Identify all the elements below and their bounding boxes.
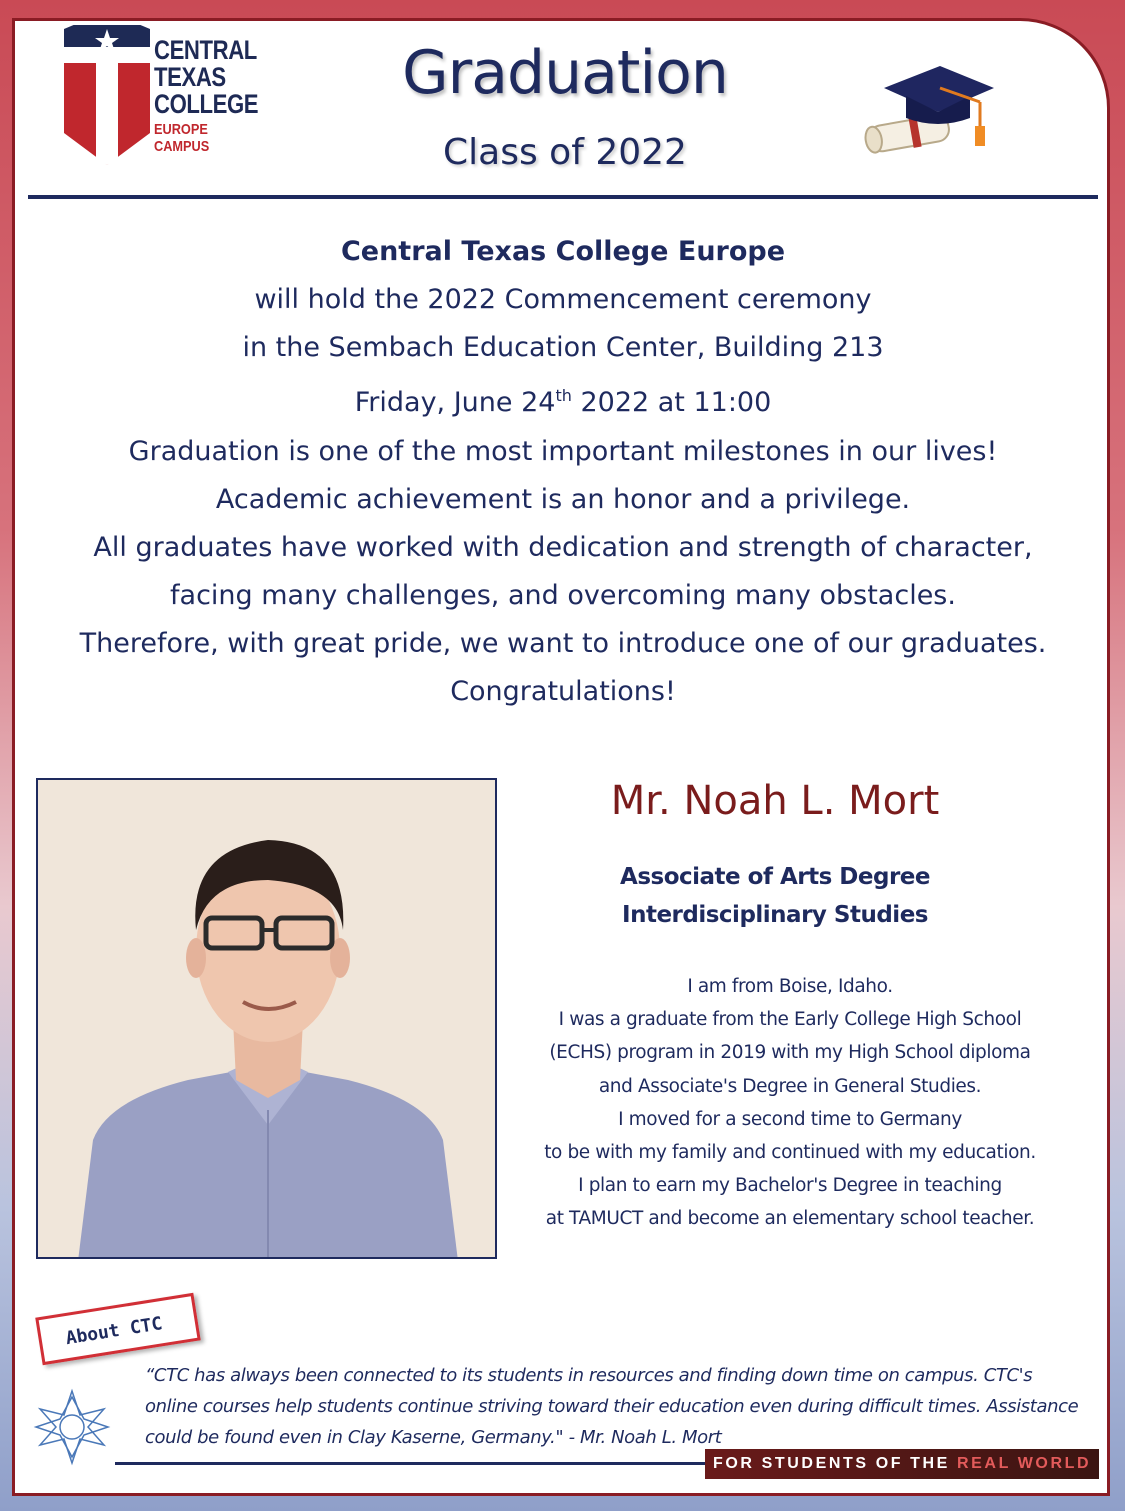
- message-line: All graduates have worked with dedication and strength of character,: [93, 532, 1033, 563]
- graduation-cap-diploma-icon: [862, 58, 1002, 172]
- bio-line: (ECHS) program in 2019 with my High School diploma: [549, 1042, 1031, 1064]
- about-ctc-quote: “CTC has always been connected to its students in resources and finding down time on campus. CTC's online courses help students continue striving toward their education even during difficult times. Assistance could be found even in Clay Kaserne, Germany." - Mr. Noah L. Mort: [145, 1365, 1079, 1448]
- bio-line: I am from Boise, Idaho.: [687, 976, 893, 997]
- logo-wordmark: CENTRAL TEXAS COLLEGE: [154, 35, 259, 119]
- message-line: Graduation is one of the most important milestones in our lives!: [128, 436, 998, 467]
- announcement-location: in the Sembach Education Center, Building 213: [242, 332, 884, 363]
- ceremony-announcement: [28, 228, 1098, 427]
- announcement-ceremony: will hold the 2022 Commencement ceremony: [254, 284, 872, 315]
- bio-line: I moved for a second time to Germany: [618, 1108, 962, 1130]
- about-ctc-tag: About CTC: [35, 1293, 201, 1365]
- graduate-degree: [540, 858, 1010, 934]
- graduate-photo: [36, 778, 497, 1259]
- bio-line: I was a graduate from the Early College High School: [558, 1009, 1022, 1031]
- message-line: Congratulations!: [450, 676, 676, 707]
- message-line: Therefore, with great pride, we want to introduce one of our graduates.: [79, 628, 1047, 659]
- degree-field: Interdisciplinary Studies: [622, 902, 928, 928]
- bio-line: at TAMUCT and become an elementary school teacher.: [545, 1208, 1035, 1230]
- logo-campus: EUROPE CAMPUS: [154, 121, 210, 155]
- message-line: Academic achievement is an honor and a privilege.: [215, 484, 911, 515]
- slogan-banner: FOR STUDENTS OF THE REAL WORLD: [705, 1449, 1099, 1479]
- message-line: facing many challenges, and overcoming many obstacles.: [170, 580, 956, 611]
- announcement-institution: Central Texas College Europe: [340, 236, 786, 267]
- graduate-name: Mr. Noah L. Mort: [610, 778, 940, 824]
- degree-title: Associate of Arts Degree: [620, 864, 930, 890]
- footer-divider: [115, 1462, 705, 1465]
- page-subtitle: Class of 2022: [443, 132, 687, 173]
- star-ornament-icon: [32, 1387, 112, 1471]
- bio-line: to be with my family and continued with my education.: [544, 1142, 1036, 1164]
- bio-line: and Associate's Degree in General Studies.: [598, 1075, 982, 1097]
- bio-line: I plan to earn my Bachelor's Degree in teaching: [578, 1175, 1002, 1197]
- ctc-logo: [62, 25, 262, 175]
- ctc-shield-icon: [62, 25, 152, 170]
- header-divider: [28, 195, 1098, 199]
- graduation-message: [28, 428, 1098, 716]
- page-title: Graduation: [402, 38, 728, 108]
- graduate-bio: [520, 970, 1060, 1236]
- announcement-date: Friday, June 24th 2022 at 11:00: [354, 386, 772, 418]
